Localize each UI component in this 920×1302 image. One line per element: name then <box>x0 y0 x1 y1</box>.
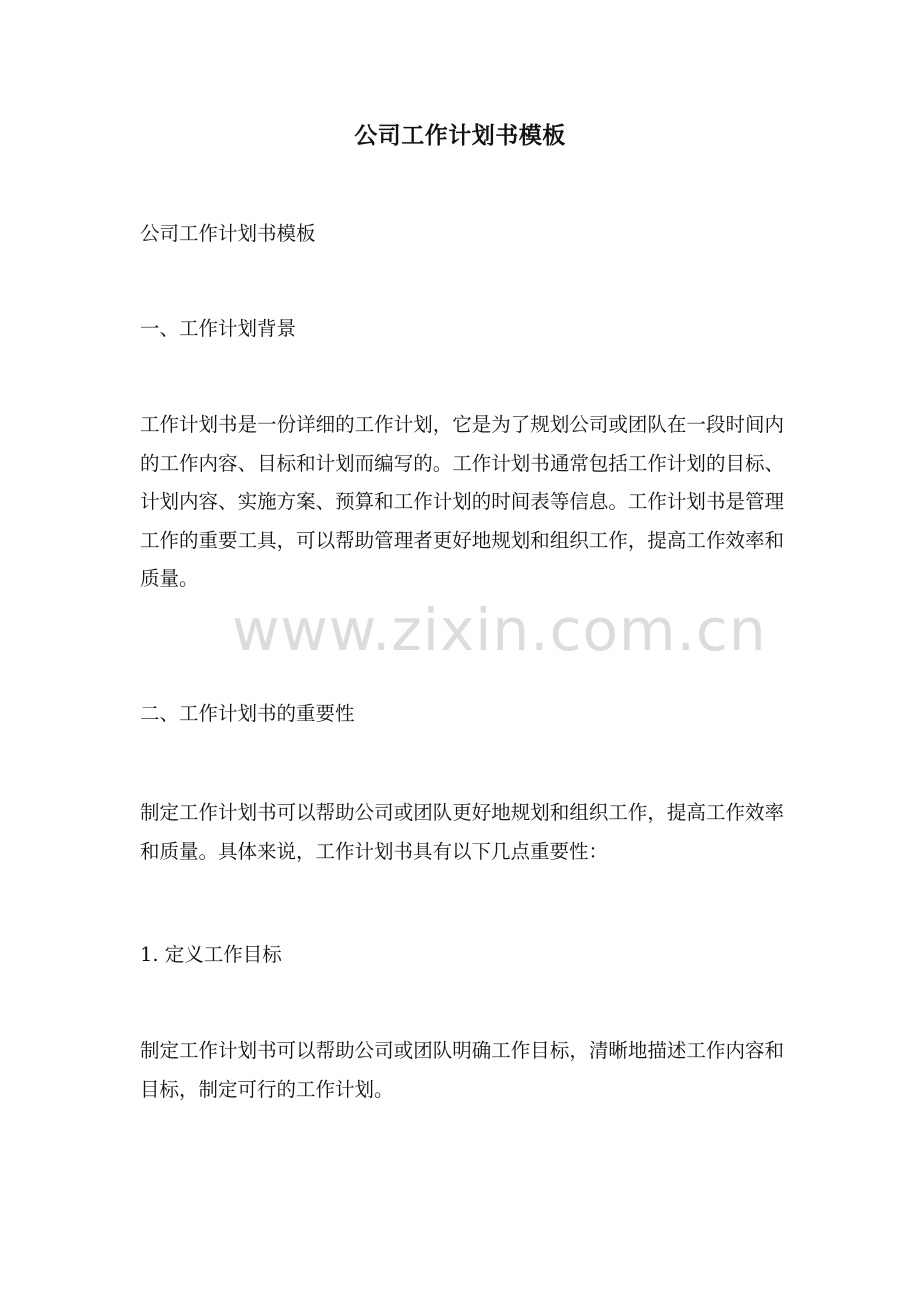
document-title: 公司工作计划书模板 <box>354 122 566 149</box>
paragraph-background: 工作计划书是一份详细的工作计划，它是为了规划公司或团队在一段时间内的工作内容、目标和计划而编写的。工作计划书通常包括工作计划的目标、计划内容、实施方案、预算和工作计划的时间表等信息。工作计划书是管理工作的重要工具，可以帮助管理者更好地规划和组织工作，提高工作效率和质量。 <box>140 413 784 590</box>
item-heading-define-goals: 1. 定义工作目标 <box>140 943 282 966</box>
watermark: www.zixin.com.cn <box>232 596 767 664</box>
paragraph-importance: 制定工作计划书可以帮助公司或团队更好地规划和组织工作，提高工作效率和质量。具体来说，工作计划书具有以下几点重要性： <box>140 801 784 863</box>
section-heading-importance: 二、工作计划书的重要性 <box>140 702 355 725</box>
section-heading-background: 一、工作计划背景 <box>140 317 297 340</box>
paragraph-define-goals: 制定工作计划书可以帮助公司或团队明确工作目标，清晰地描述工作内容和目标，制定可行的工作计划。 <box>140 1039 784 1101</box>
document-subtitle: 公司工作计划书模板 <box>140 222 316 245</box>
